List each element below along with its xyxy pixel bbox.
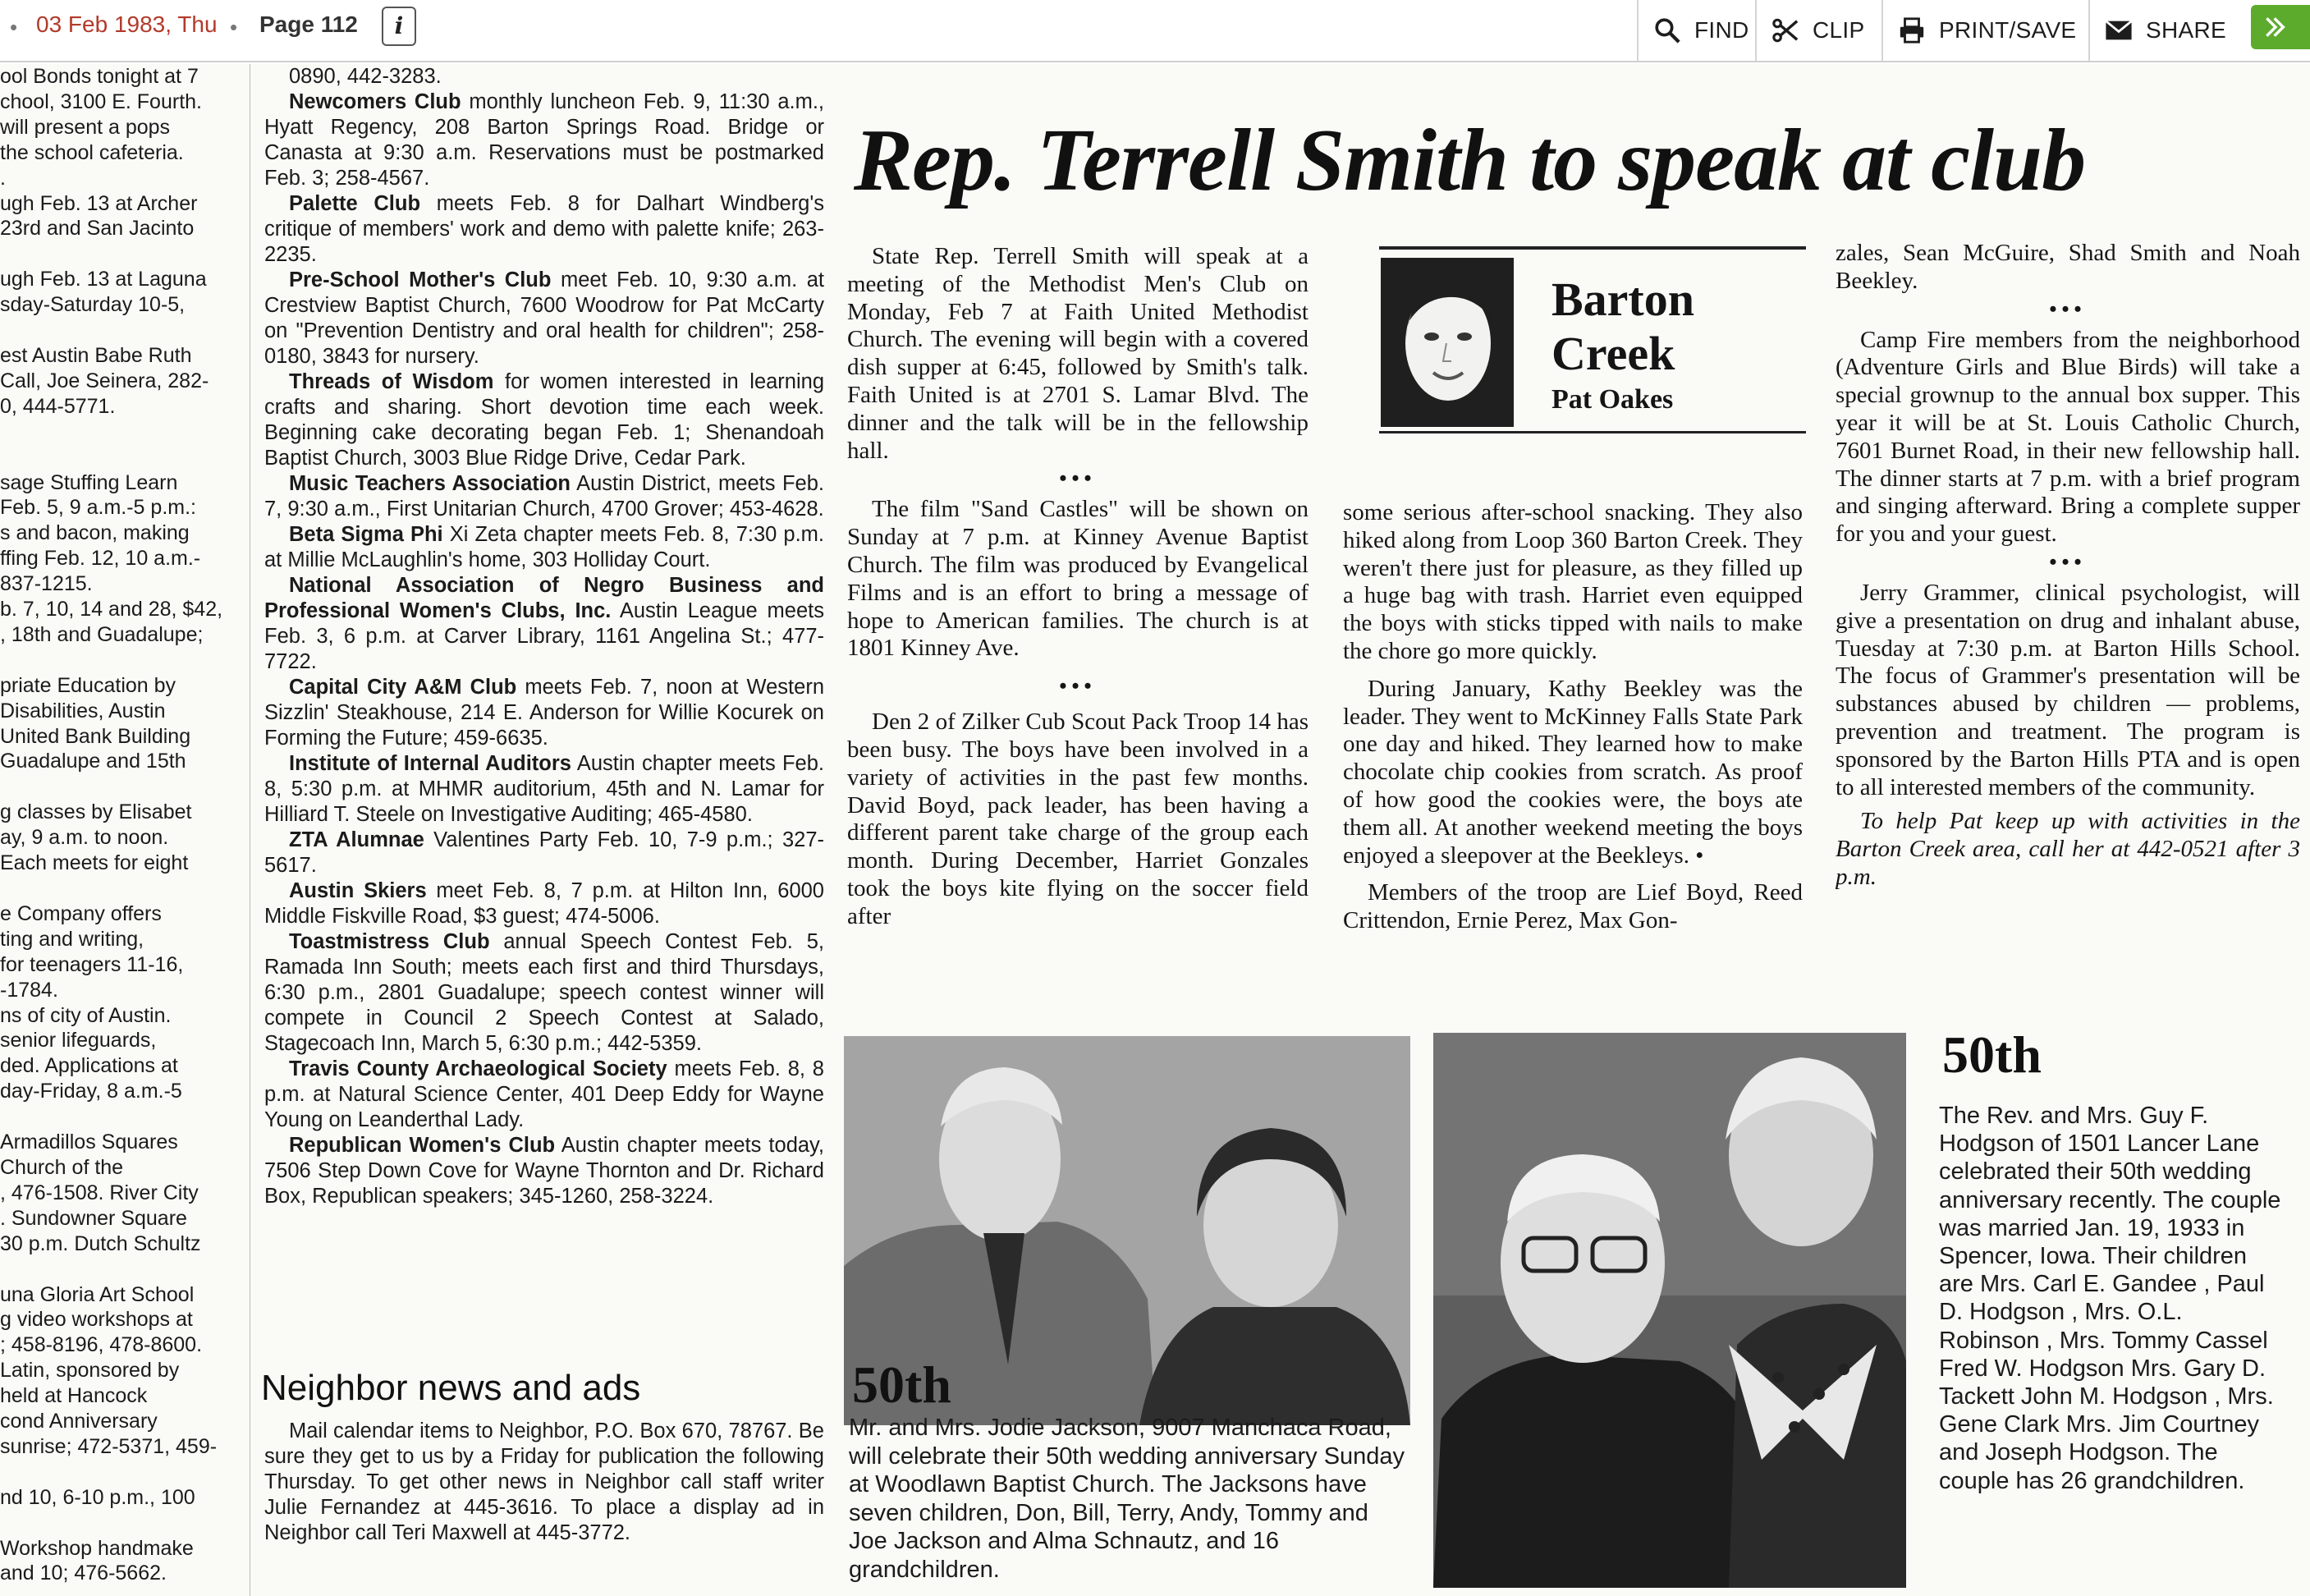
club-name: National Association of Negro Business and Professional Women's Clubs, Inc.: [264, 574, 824, 622]
club-name: Pre-School Mother's Club: [289, 268, 552, 291]
page-number[interactable]: Page 112: [259, 11, 358, 37]
left-cut-line: , 18th and Guadalupe;: [0, 622, 204, 646]
separator-dot: •: [230, 15, 238, 39]
neighbor-info-text: Mail calendar items to Neighbor, P.O. Box 670, 78767. Be sure they get to us by a Friday for publication the following Thursday. To get other news in Neighbor call staff writer Julie Fernandez at 445-3616. To place a display ad in Neighbor call Teri Maxwell at 445-3772.: [264, 1419, 824, 1544]
left-cut-line: sday-Saturday 10-5,: [0, 293, 186, 317]
club-details: Austin District, meets Feb. 7, 9:30 a.m., First Unitarian Church, 4700 Grover; 453-4628.: [264, 472, 824, 521]
left-cut-line: [0, 648, 238, 673]
left-cut-line: ns of city of Austin.: [0, 1003, 172, 1027]
club-details: Xi Zeta chapter meets Feb. 8, 7:30 p.m. at Millie McLaughlin's home, 303 Holliday Court.: [264, 523, 824, 571]
left-cut-line: g classes by Elisabet: [0, 800, 192, 824]
left-cut-line: -1784.: [0, 978, 58, 1002]
left-cut-line: for teenagers 11-16,: [0, 952, 184, 976]
club-listing: [264, 929, 824, 1057]
left-cut-line: ting and writing,: [0, 927, 144, 951]
share-arrow-button[interactable]: [2251, 5, 2310, 49]
club-details: Austin chapter meets Feb. 8, 5:30 p.m. at MHMR auditorium, 45th and N. Lamar for Hilliard T. Steele on Investigative Auditing; 465-4580.: [264, 752, 824, 826]
left-cut-line: United Bank Building: [0, 724, 191, 748]
share-arrow-icon: [2262, 14, 2289, 40]
article-paragraph: Camp Fire members from the neighborhood (Adventure Girls and Blue Birds) will take a special grownup to the annual box supper. This year it will be at St. Louis Catholic Church, 7601 Burnet Road, in their new fellowship hall. The dinner starts at 7 p.m. with a brief program and singing afterward. Bring a complete supper for you and your guest.: [1836, 326, 2300, 548]
club-listing: [264, 191, 824, 268]
club-details: meet Feb. 8, 7 p.m. at Hilton Inn, 6000 Middle Fiskville Road, $3 guest; 474-5006.: [264, 879, 824, 928]
club-details: Austin League meets Feb. 3, 6 p.m. at Carver Library, 1161 Angelina St.; 477-7722.: [264, 599, 824, 673]
club-listing: [264, 268, 824, 369]
article-paragraph: During January, Kathy Beekley was the leader. They went to McKinney Falls State Park one day and hiked. They learned how to make chocolate chip cookies from scratch. As proof of how good the cookies were, the boys ate them all. At another weekend meeting the boys enjoyed a sleepover at the Beekleys. •: [1343, 675, 1803, 869]
club-details: Valentines Party Feb. 10, 7-9 p.m.; 327-5617.: [264, 828, 824, 877]
left-cut-line: s and bacon, making: [0, 521, 190, 545]
left-cut-line: e Company offers: [0, 901, 162, 925]
left-cut-line: 837-1215.: [0, 572, 93, 596]
info-button[interactable]: i: [382, 7, 416, 46]
left-cut-line: una Gloria Art School: [0, 1282, 195, 1306]
columnist-portrait: [1381, 258, 1514, 427]
left-cut-line: and 10; 476-5662.: [0, 1562, 167, 1585]
article-paragraph: zales, Sean McGuire, Shad Smith and Noah Beekley.: [1836, 240, 2300, 294]
club-details: meets Feb. 7, noon at Western Sizzlin' Steakhouse, 214 E. Anderson for Willie Kocurek on Forming the Future; 459-6635.: [264, 676, 824, 750]
left-cut-line: ool Bonds tonight at 7: [0, 65, 199, 88]
left-cut-line: Workshop handmake: [0, 1536, 194, 1560]
left-cut-line: day-Friday, 8 a.m.-5: [0, 1080, 182, 1103]
left-cut-line: est Austin Babe Ruth: [0, 343, 192, 367]
club-name: ZTA Alumnae: [289, 828, 424, 851]
left-cut-line: will present a pops: [0, 115, 171, 139]
left-cut-line: Armadillos Squares: [0, 1130, 178, 1154]
club-details: annual Speech Contest Feb. 5, Ramada Inn South; meets each first and third Thursdays, 6:30 p.m., 2801 Guadalupe; speech contest winner will compete in Council 2 Speech Contest at Salado, Stagecoach Inn, March 5, 6:30 p.m.; 442-5359.: [264, 930, 824, 1055]
clip-button[interactable]: [1755, 0, 1880, 61]
hodgson-couple-photo: [1433, 1033, 1906, 1588]
share-button[interactable]: [2088, 0, 2249, 61]
article-headline: Rep. Terrell Smith to speak at club: [854, 112, 2086, 209]
left-cut-line: Church of the: [0, 1155, 124, 1179]
left-cut-line: Guadalupe and 15th: [0, 750, 186, 773]
club-name: Republican Women's Club: [289, 1134, 556, 1157]
clip-label: CLIP: [1813, 17, 1865, 43]
club-listings-text: [264, 64, 824, 1209]
paragraph-separator: •••: [2049, 296, 2087, 321]
share-label: SHARE: [2146, 17, 2226, 43]
club-listing: [264, 1057, 824, 1133]
club-name: Travis County Archaeological Society: [289, 1057, 667, 1080]
issue-date[interactable]: 03 Feb 1983, Thu: [36, 11, 218, 37]
left-cut-line: [0, 420, 238, 445]
article-paragraph: Den 2 of Zilker Cub Scout Pack Troop 14 has been busy. The boys have been involved in a variety of activities in the past few months. David Boyd, pack leader, has been having a different parent take charge of the group each month. During December, Harriet Gonzales took the boys kite flying on the soccer field after: [847, 709, 1309, 929]
left-cut-line: 0, 444-5771.: [0, 394, 116, 418]
left-cut-line: .: [0, 166, 6, 190]
left-cut-line: [0, 1104, 238, 1130]
hodgson-anniversary-text: The Rev. and Mrs. Guy F. Hodgson of 1501 Lancer Lane celebrated their 50th wedding anniversary recently. The couple was married Jan. 19, 1933 in Spencer, Iowa. Their children are Mrs. Carl E. Gandee , Paul D. Hodgson , Mrs. O.L. Robinson , Mrs. Tommy Cassel Fred W. Hodgson Mrs. Gary D. Tackett John M. Hodgson , Mrs. Gene Clark Mrs. Jim Courtney and Joseph Hodgson. The couple has 26 grandchildren.: [1939, 1103, 2281, 1494]
club-details: 0890, 442-3283.: [289, 65, 442, 88]
jackson-anniversary-text: Mr. and Mrs. Jodie Jackson, 9007 Manchaca Road, will celebrate their 50th wedding anniversary Sunday at Woodlawn Baptist Church. The Jacksons have seven children, Don, Bill, Terry, Andy, Tommy and Joe Jackson and Alma Schnautz, and 16 grandchildren.: [849, 1415, 1405, 1583]
article-paragraph: The film "Sand Castles" will be shown on Sunday at 7 p.m. at Kinney Avenue Baptist Church. The film was produced by Evangelical Films and is an effort to bring a message of hope to American families. The church is at 1801 Kinney Ave.: [847, 496, 1309, 662]
left-cut-line: nd 10, 6-10 p.m., 100: [0, 1485, 195, 1509]
club-name: Music Teachers Association: [289, 472, 571, 495]
neighbor-news-heading: Neighbor news and ads: [261, 1368, 641, 1408]
left-cut-line: sunrise; 472-5371, 459-: [0, 1434, 218, 1458]
jackson-anniversary-column: [849, 1414, 1410, 1594]
search-icon: [1653, 16, 1681, 44]
barton-creek-column-middle: [1343, 499, 1803, 1074]
left-cut-line: [0, 318, 238, 343]
club-name: Institute of Internal Auditors: [289, 752, 571, 775]
club-details: monthly luncheon Feb. 9, 11:30 a.m., Hyatt Regency, 208 Barton Springs Road. Bridge or Canasta at 9:30 a.m. Reservations must be postmarked Feb. 3; 258-4567.: [264, 90, 824, 190]
club-listing: [264, 369, 824, 471]
column-masthead: [1379, 246, 1806, 433]
left-cut-line: the school cafeteria.: [0, 140, 184, 164]
left-cut-line: 23rd and San Jacinto: [0, 217, 195, 241]
club-name: Beta Sigma Phi: [289, 523, 443, 546]
club-name: Capital City A&M Club: [289, 676, 517, 699]
find-button[interactable]: [1637, 0, 1753, 61]
club-listing: [264, 878, 824, 929]
club-listings-column: [264, 64, 824, 1361]
scissors-icon: [1771, 16, 1799, 44]
left-cut-line: ; 458-8196, 478-8600.: [0, 1333, 203, 1357]
left-cut-line: [0, 445, 238, 470]
paragraph-separator: •••: [1059, 466, 1097, 491]
club-name: Austin Skiers: [289, 879, 427, 902]
hodgson-anniversary-heading: 50th: [1942, 1025, 2042, 1084]
barton-creek-column-right: [1836, 240, 2300, 1061]
club-details: for women interested in learning crafts and sharing. Short devotion time each week. Beginning cake decorating began Feb. 1; Shenandoah Baptist Church, 3003 Blue Ridge Drive, Cedar Park.: [264, 370, 824, 470]
print-save-label: PRINT/SAVE: [1939, 17, 2077, 43]
left-cut-line: sage Stuffing Learn: [0, 470, 178, 494]
article-paragraph: Members of the troop are Lief Boyd, Reed Crittendon, Ernie Perez, Max Gon-: [1343, 879, 1803, 934]
left-cut-line: Latin, sponsored by: [0, 1359, 180, 1383]
left-cut-column: [0, 64, 238, 1596]
club-name: Newcomers Club: [289, 90, 461, 113]
left-cut-line: Disabilities, Austin: [0, 699, 166, 722]
club-details: meets Feb. 8 for Dalhart Windberg's critique of members' work and demo with palette knife; 263-2235.: [264, 192, 824, 266]
left-cut-line: 30 p.m. Dutch Schultz: [0, 1231, 201, 1255]
club-name: Palette Club: [289, 192, 421, 215]
left-cut-line: ay, 9 a.m. to noon.: [0, 826, 169, 850]
left-cut-line: ugh Feb. 13 at Laguna: [0, 268, 207, 291]
article-paragraph: some serious after-school snacking. They also hiked along from Loop 360 Barton Creek. They weren't there just for pleasure, as they filled up a huge bag with trash. Harriet even equipped the boys with sticks tipped with nails to make the chore go more quickly.: [1343, 499, 1803, 664]
left-cut-line: ffing Feb. 12, 10 a.m.-: [0, 547, 201, 571]
left-cut-line: cond Anniversary: [0, 1410, 158, 1433]
article-paragraph: Jerry Grammer, clinical psychologist, will give a presentation on drug and inhalant abuse, Tuesday at 7:30 p.m. at Barton Hills School. The focus of Grammer's presentation will be substances abused by children — problems, prevention and treatment. The program is sponsored by the Barton Hills PTA and is open to all interested members of the community.: [1836, 579, 2300, 800]
paragraph-separator: •••: [1059, 674, 1097, 699]
smith-article-column: [847, 243, 1309, 1089]
club-listing: [264, 522, 824, 573]
separator-dot: •: [10, 15, 18, 39]
left-cut-line: g video workshops at: [0, 1308, 193, 1332]
find-label: FIND: [1694, 17, 1749, 43]
club-name: Toastmistress Club: [289, 930, 490, 953]
newspaper-page[interactable]: [0, 64, 2310, 1596]
club-details: Austin chapter meets today, 7506 Step Down Cove for Wayne Thornton and Dr. Richard Box, Republican speakers; 345-1260, 258-3224.: [264, 1134, 824, 1208]
left-cut-column-text: [0, 64, 238, 1586]
neighbor-info-column: [264, 1419, 824, 1591]
club-details: meets Feb. 8, 8 p.m. at Natural Science Center, 401 Deep Eddy for Wayne Young on Leanderthal Lady.: [264, 1057, 824, 1131]
left-cut-line: . Sundowner Square: [0, 1206, 187, 1230]
club-listing: [264, 64, 824, 89]
left-cut-line: chool, 3100 E. Fourth.: [0, 89, 202, 113]
left-cut-line: priate Education by: [0, 673, 176, 697]
left-cut-line: Call, Joe Seinera, 282-: [0, 369, 209, 392]
column-author: Pat Oakes: [1551, 384, 1674, 415]
club-name: Threads of Wisdom: [289, 370, 494, 393]
viewer-toolbar: [0, 0, 2310, 62]
club-listing: [264, 828, 824, 878]
club-listing: [264, 573, 824, 675]
jackson-anniversary-heading: 50th: [852, 1355, 951, 1414]
column-title: Barton Creek: [1551, 273, 1694, 380]
left-cut-line: [0, 1511, 238, 1536]
club-listing: [264, 675, 824, 751]
left-cut-line: [0, 241, 238, 267]
club-listing: [264, 89, 824, 191]
envelope-icon: [2105, 16, 2133, 44]
left-cut-line: , 476-1508. River City: [0, 1181, 199, 1204]
left-cut-line: [0, 876, 238, 901]
left-cut-line: [0, 1460, 238, 1485]
print-save-button[interactable]: [1881, 0, 2087, 61]
club-listing: [264, 471, 824, 522]
left-cut-line: b. 7, 10, 14 and 28, $42,: [0, 598, 223, 621]
left-cut-line: ugh Feb. 13 at Archer: [0, 191, 198, 215]
printer-icon: [1898, 16, 1926, 44]
left-cut-line: senior lifeguards,: [0, 1029, 157, 1053]
left-cut-line: [0, 774, 238, 800]
article-paragraph: State Rep. Terrell Smith will speak at a meeting of the Methodist Men's Club on Monday, Feb 7 at Faith United Methodist Church. The evening will begin with a covered dish supper at 6:45, followed by Smith's talk. Faith United is at 2701 S. Lamar Blvd. The dinner and the talk will be in the fellowship hall.: [847, 243, 1309, 464]
club-details: meet Feb. 10, 9:30 a.m. at Crestview Baptist Church, 7600 Woodrow for Pat McCarty on "Prevention Dentistry and oral health for children"; 258-0180, 3843 for nursery.: [264, 268, 824, 368]
club-listing: [264, 1133, 824, 1209]
left-cut-line: [0, 1257, 238, 1282]
paragraph-separator: •••: [2049, 549, 2087, 574]
club-listing: [264, 751, 824, 828]
left-cut-line: Each meets for eight: [0, 851, 189, 875]
left-cut-line: Feb. 5, 9 a.m.-5 p.m.:: [0, 496, 196, 520]
contact-tip: To help Pat keep up with activities in the Barton Creek area, call her at 442-0521 after 3 p.m.: [1836, 808, 2300, 890]
hodgson-anniversary-column: [1939, 1102, 2284, 1594]
left-cut-line: held at Hancock: [0, 1384, 148, 1408]
left-cut-line: ded. Applications at: [0, 1054, 178, 1078]
